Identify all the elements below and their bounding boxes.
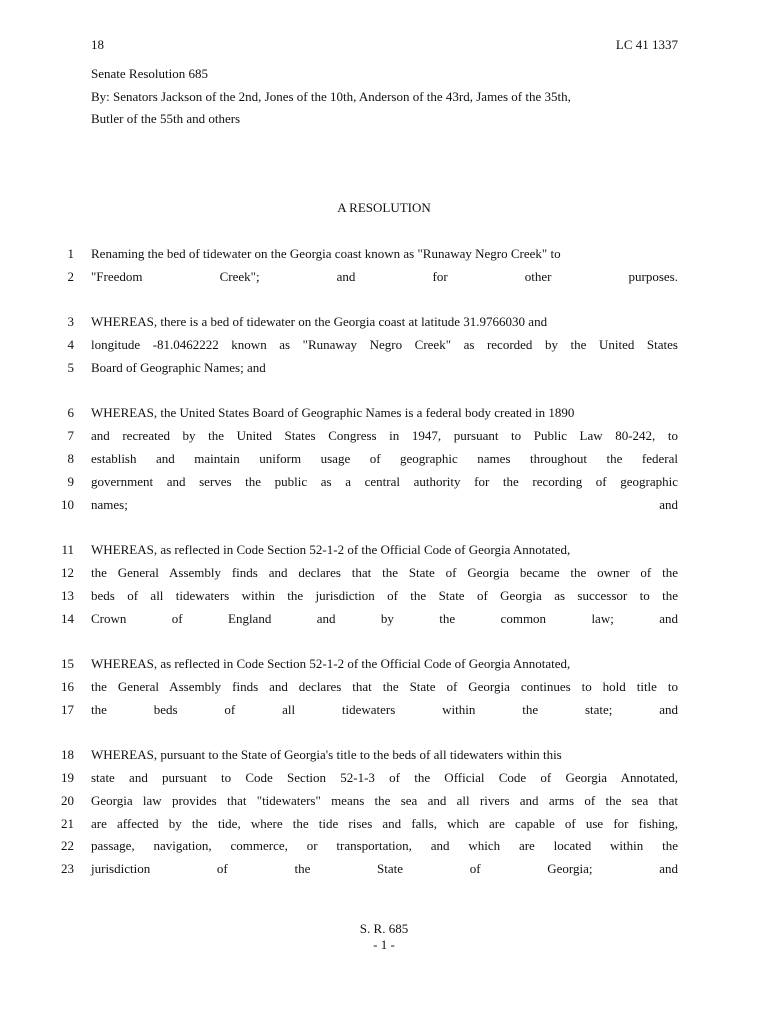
line-text: Crown of England and by the common law; and — [91, 611, 678, 626]
document-line — [0, 588, 768, 608]
line-number: 9 — [67, 474, 74, 489]
line-text: establish and maintain uniform usage of geographic names throughout the federal — [91, 451, 678, 466]
document-line — [0, 611, 768, 631]
document-line — [0, 816, 768, 836]
line-text: longitude -81.0462222 known as "Runaway Negro Creek" as recorded by the United States — [91, 337, 678, 352]
document-line — [0, 474, 768, 494]
line-number: 23 — [61, 861, 74, 876]
line-number: 13 — [61, 588, 74, 603]
document-title: A RESOLUTION — [337, 200, 431, 215]
line-text: the beds of all tidewaters within the state; and — [91, 702, 678, 717]
document-line — [0, 656, 768, 676]
document-line — [0, 428, 768, 448]
line-number: 11 — [61, 542, 74, 557]
line-number: 3 — [67, 314, 74, 329]
document-line — [0, 314, 768, 334]
resolution-label: Senate Resolution 685 — [91, 66, 208, 81]
line-number: 20 — [61, 793, 74, 808]
line-text: and recreated by the United States Congress in 1947, pursuant to Public Law 80-242, to — [91, 428, 678, 443]
line-number: 22 — [61, 838, 74, 853]
line-number: 1 — [67, 246, 74, 261]
sponsors-line-1: By: Senators Jackson of the 2nd, Jones of the 10th, Anderson of the 43rd, James of the 35th, — [91, 89, 571, 104]
document-line — [0, 838, 768, 858]
line-number: 17 — [61, 702, 74, 717]
document-line — [0, 861, 768, 881]
line-text: the General Assembly finds and declares that the State of Georgia became the owner of the — [91, 565, 678, 580]
line-number: 8 — [67, 451, 74, 466]
line-text: beds of all tidewaters within the jurisdiction of the State of Georgia as successor to the — [91, 588, 678, 603]
line-number: 21 — [61, 816, 74, 831]
line-number: 12 — [61, 565, 74, 580]
document-line — [0, 702, 768, 722]
line-text: the General Assembly finds and declares that the State of Georgia continues to hold title to — [91, 679, 678, 694]
line-number: 19 — [61, 770, 74, 785]
document-line — [0, 497, 768, 517]
line-number: 2 — [67, 269, 74, 284]
line-text: "Freedom Creek"; and for other purposes. — [91, 269, 678, 284]
line-text: names; and — [91, 497, 678, 512]
line-text: Board of Geographic Names; and — [91, 360, 266, 375]
line-text: state and pursuant to Code Section 52-1-3 of the Official Code of Georgia Annotated, — [91, 770, 678, 785]
line-text: government and serves the public as a central authority for the recording of geographic — [91, 474, 678, 489]
document-line — [0, 770, 768, 790]
line-number: 10 — [61, 497, 74, 512]
sponsors-line-2: Butler of the 55th and others — [91, 111, 241, 126]
footer-bill-code: S. R. 685 — [359, 921, 409, 936]
line-text: Renaming the bed of tidewater on the Georgia coast known as "Runaway Negro Creek" to — [91, 246, 561, 261]
document-line — [0, 793, 768, 813]
document-line — [0, 246, 768, 266]
line-text: WHEREAS, there is a bed of tidewater on the Georgia coast at latitude 31.9766030 and — [91, 314, 548, 329]
footer-page-number: - 1 - — [373, 937, 395, 952]
line-number: 5 — [67, 360, 74, 375]
document-line — [0, 405, 768, 425]
line-number: 18 — [61, 747, 74, 762]
document-line — [0, 565, 768, 585]
line-text: WHEREAS, pursuant to the State of Georgia's title to the beds of all tidewaters within this — [91, 747, 562, 762]
document-line — [0, 542, 768, 562]
line-number: 7 — [67, 428, 74, 443]
top-page-number: 18 — [91, 37, 104, 52]
line-number: 15 — [61, 656, 74, 671]
line-text: passage, navigation, commerce, or transportation, and which are located within the — [91, 838, 678, 853]
line-number: 4 — [67, 337, 74, 352]
line-number: 6 — [67, 405, 74, 420]
line-text: are affected by the tide, where the tide rises and falls, which are capable of use for fishing, — [91, 816, 678, 831]
document-line — [0, 747, 768, 767]
line-text: jurisdiction of the State of Georgia; and — [91, 861, 678, 876]
document-line — [0, 679, 768, 699]
lc-code: LC 41 1337 — [615, 37, 678, 52]
document-line — [0, 337, 768, 357]
line-number: 16 — [61, 679, 74, 694]
document-line — [0, 451, 768, 471]
line-text: WHEREAS, as reflected in Code Section 52-1-2 of the Official Code of Georgia Annotated, — [91, 656, 571, 671]
line-number: 14 — [61, 611, 74, 626]
line-text: WHEREAS, the United States Board of Geographic Names is a federal body created in 1890 — [91, 405, 575, 420]
line-text: Georgia law provides that "tidewaters" means the sea and all rivers and arms of the sea that — [91, 793, 678, 808]
line-text: WHEREAS, as reflected in Code Section 52-1-2 of the Official Code of Georgia Annotated, — [91, 542, 571, 557]
document-line — [0, 360, 768, 380]
document-line — [0, 269, 768, 289]
